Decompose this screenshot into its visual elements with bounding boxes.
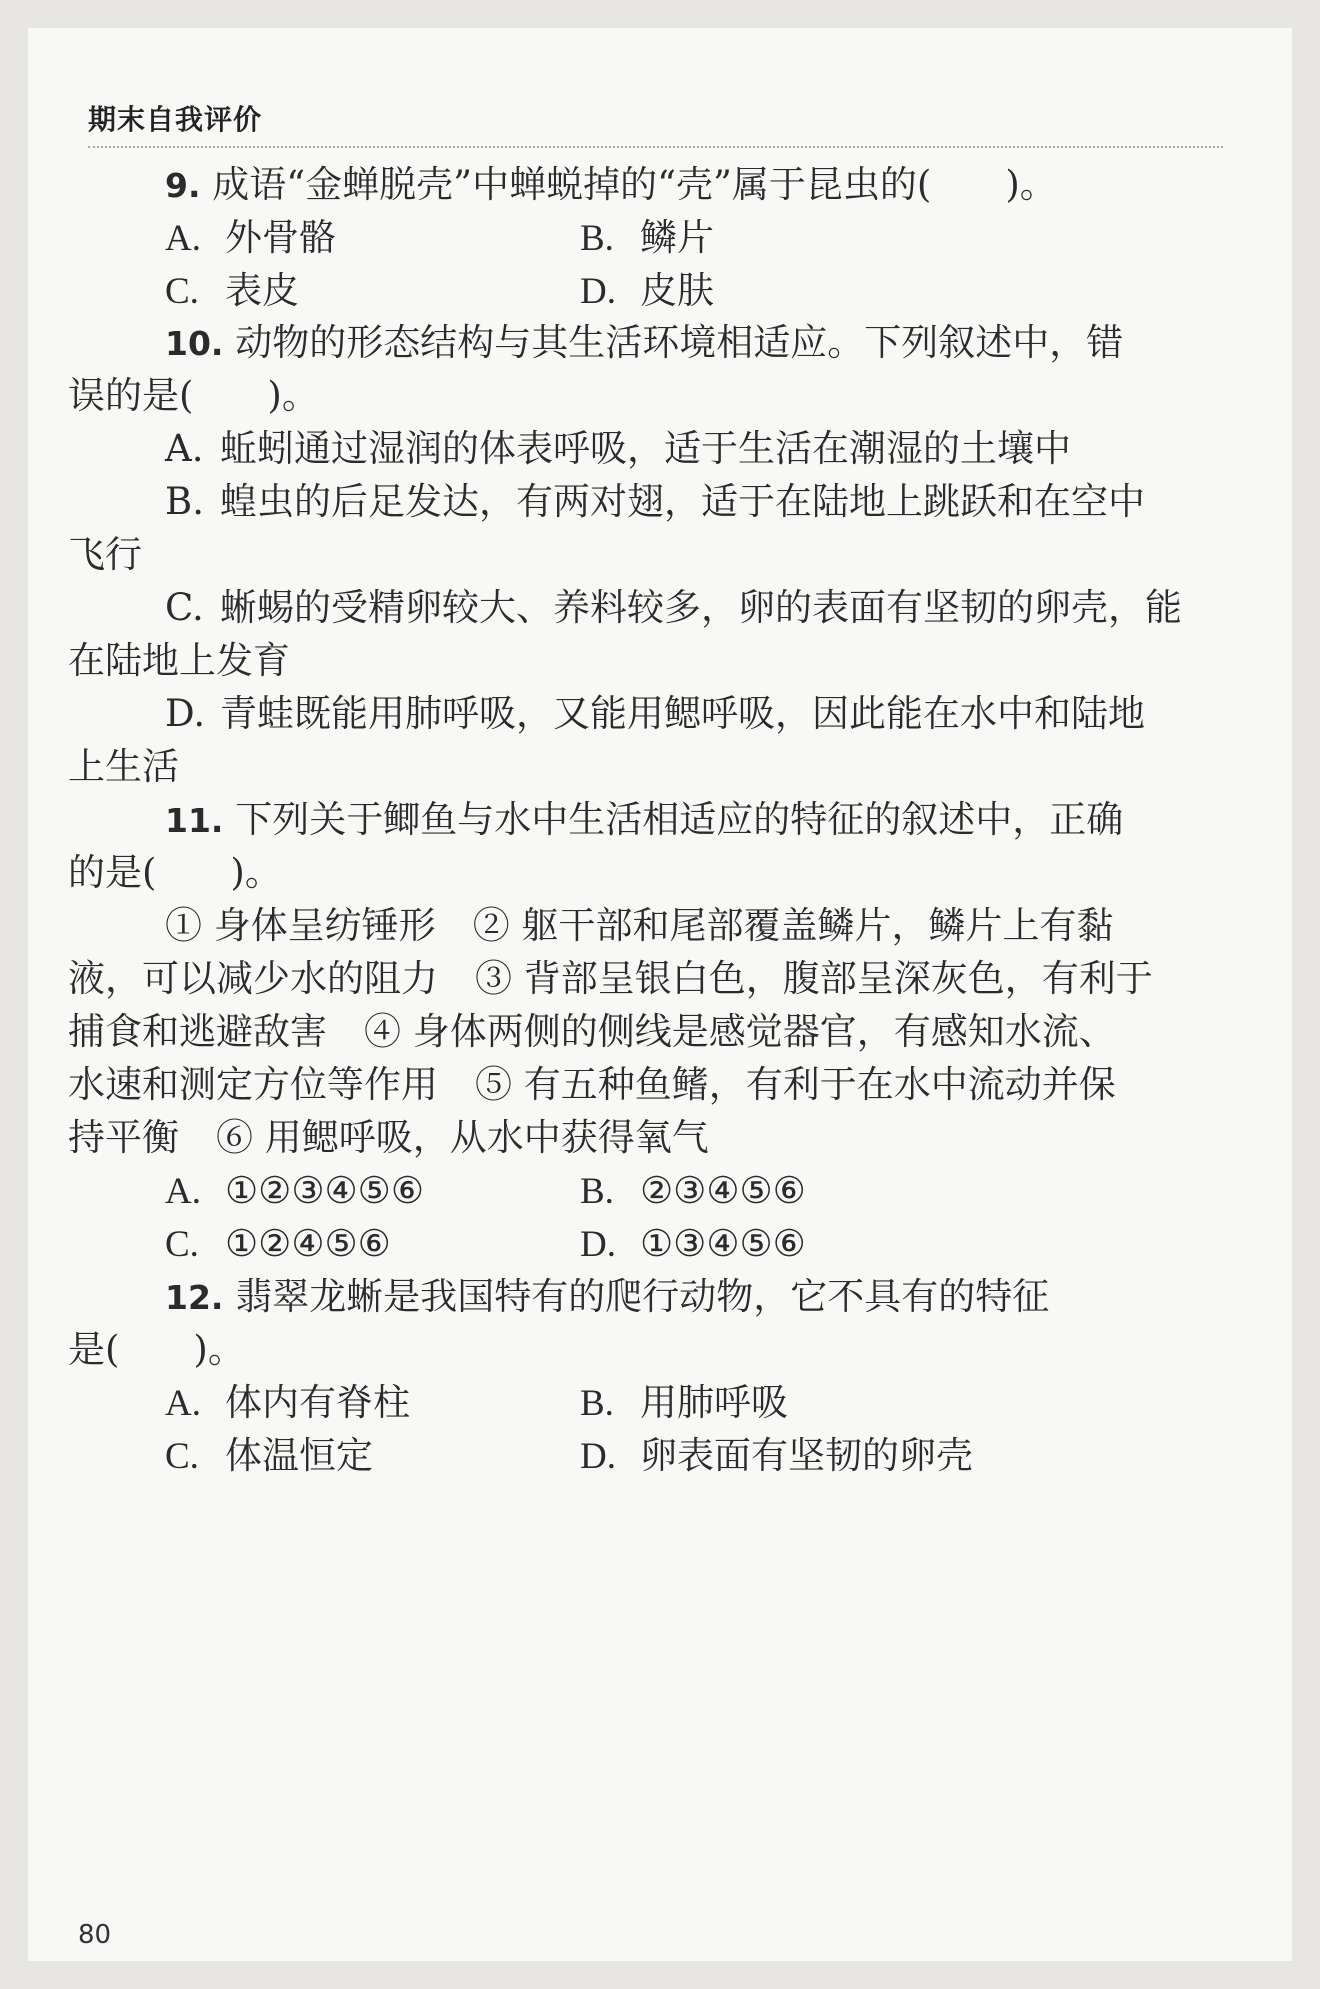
option-text: 卵表面有坚韧的卵壳 <box>640 1434 973 1477</box>
option-letter: B. <box>580 1383 614 1424</box>
option-letter: D. <box>580 1224 616 1265</box>
option-text: 蚯蚓通过湿润的体表呼吸，适于生活在潮湿的土壤中 <box>220 427 1071 470</box>
q11-statement-line: 水速和测定方位等作用 ⑤ 有五种鱼鳍，有利于在水中流动并保 <box>68 1063 1116 1106</box>
header-title: 期末自我评价 <box>88 103 263 136</box>
q11-statement-line: 持平衡 ⑥ 用鳃呼吸，从水中获得氧气 <box>68 1116 709 1159</box>
option-text: 蜥蜴的受精卵较大、养料较多，卵的表面有坚韧的卵壳，能 <box>220 586 1182 629</box>
option-letter: D. <box>165 692 206 735</box>
q9-option-c <box>165 266 299 317</box>
option-text: ①③④⑤⑥ <box>640 1222 806 1265</box>
option-letter: C. <box>165 271 199 312</box>
page-number: 80 <box>78 1920 112 1950</box>
option-letter: C. <box>165 586 204 629</box>
option-text: 外骨骼 <box>225 216 336 259</box>
option-letter: B. <box>165 480 204 523</box>
q12-option-a <box>165 1378 410 1429</box>
option-letter: A. <box>165 1383 201 1424</box>
option-letter: A. <box>165 218 201 259</box>
q9-option-a <box>165 213 336 264</box>
option-text: 体温恒定 <box>225 1434 373 1477</box>
question-11-stem-cont: 的是( )。 <box>68 851 282 894</box>
q10-option-c <box>165 583 1182 633</box>
question-10-stem-cont: 误的是( )。 <box>68 374 319 417</box>
q9-option-b <box>580 213 714 264</box>
question-text: 翡翠龙蜥是我国特有的爬行动物，它不具有的特征 <box>235 1275 1050 1318</box>
page-header <box>88 86 1223 148</box>
option-letter: B. <box>580 218 614 259</box>
question-number: 12. <box>165 1278 224 1317</box>
option-text: 表皮 <box>225 269 299 312</box>
option-letter: C. <box>165 1436 199 1477</box>
option-letter: B. <box>580 1171 614 1212</box>
q11-option-b <box>580 1166 806 1217</box>
option-text: 皮肤 <box>640 269 714 312</box>
q10-option-b-cont: 飞行 <box>68 533 142 576</box>
option-letter: D. <box>580 271 616 312</box>
textbook-page <box>28 28 1292 1961</box>
question-number: 10. <box>165 324 224 363</box>
option-letter: C. <box>165 1224 199 1265</box>
q9-option-d <box>580 266 714 317</box>
question-number: 11. <box>165 801 224 840</box>
q12-option-c <box>165 1431 373 1482</box>
q12-option-d <box>580 1431 973 1482</box>
q10-option-a <box>165 424 1071 474</box>
question-11-stem <box>165 795 1123 846</box>
option-letter: A. <box>165 1171 201 1212</box>
q11-option-a <box>165 1166 424 1217</box>
question-text: 动物的形态结构与其生活环境相适应。下列叙述中，错 <box>235 321 1124 364</box>
question-number: 9. <box>165 166 201 205</box>
q11-statement-line: 液，可以减少水的阻力 ③ 背部呈银白色，腹部呈深灰色，有利于 <box>68 957 1153 1000</box>
question-9-stem <box>165 160 1057 211</box>
option-text: ①②④⑤⑥ <box>225 1222 391 1265</box>
q11-statement-line: ① 身体呈纺锤形 ② 躯干部和尾部覆盖鳞片，鳞片上有黏 <box>165 904 1114 947</box>
q11-statement-line: 捕食和逃避敌害 ④ 身体两侧的侧线是感觉器官，有感知水流、 <box>68 1010 1116 1053</box>
option-letter: A. <box>165 427 204 470</box>
question-text: 下列关于鲫鱼与水中生活相适应的特征的叙述中，正确 <box>235 798 1124 841</box>
q10-option-d <box>165 689 1145 739</box>
q11-option-d <box>580 1219 806 1270</box>
option-text: 鳞片 <box>640 216 714 259</box>
option-text: ①②③④⑤⑥ <box>225 1169 425 1212</box>
option-text: 体内有脊柱 <box>225 1381 410 1424</box>
q10-option-c-cont: 在陆地上发育 <box>68 639 290 682</box>
question-10-stem <box>165 318 1123 369</box>
question-text: 成语“金蝉脱壳”中蝉蜕掉的“壳”属于昆虫的( )。 <box>212 163 1057 206</box>
q12-option-b <box>580 1378 788 1429</box>
q11-option-c <box>165 1219 391 1270</box>
option-text: 青蛙既能用肺呼吸，又能用鳃呼吸，因此能在水中和陆地 <box>220 692 1145 735</box>
option-letter: D. <box>580 1436 616 1477</box>
option-text: 用肺呼吸 <box>640 1381 788 1424</box>
question-12-stem <box>165 1272 1049 1323</box>
option-text: ②③④⑤⑥ <box>640 1169 806 1212</box>
q10-option-b <box>165 477 1145 527</box>
option-text: 蝗虫的后足发达，有两对翅，适于在陆地上跳跃和在空中 <box>220 480 1145 523</box>
q10-option-d-cont: 上生活 <box>68 745 179 788</box>
question-12-stem-cont: 是( )。 <box>68 1328 245 1371</box>
